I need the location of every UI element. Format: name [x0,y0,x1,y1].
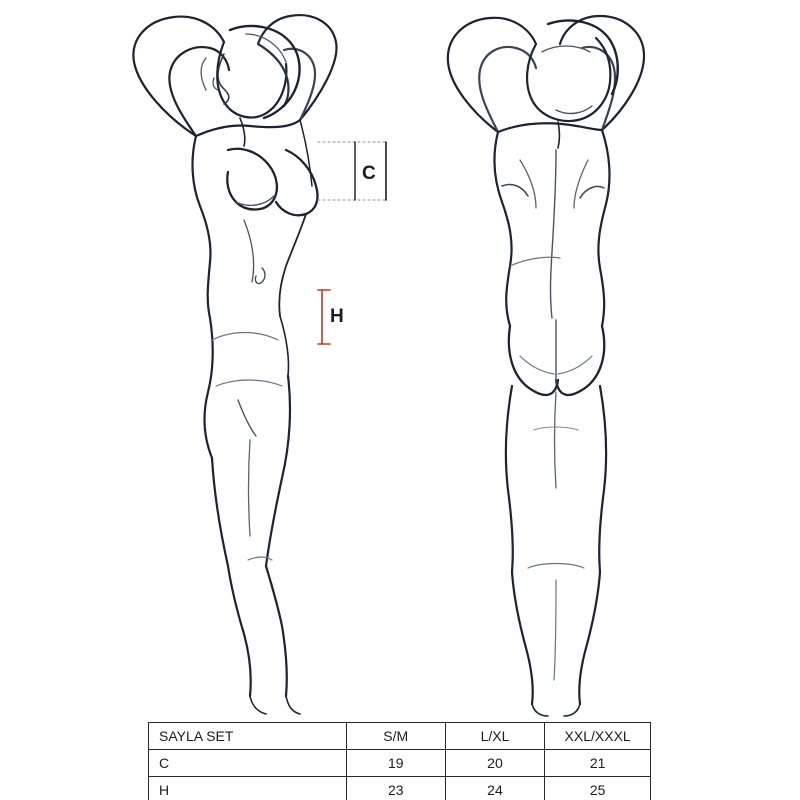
back-view-figure [448,16,644,716]
cell-h-lxl: 24 [445,777,545,800]
size-table [148,722,651,800]
table-header-row [149,723,651,750]
table-header-sm: S/M [346,723,445,750]
table-row [149,750,651,777]
row-label-h: H [149,777,347,800]
table-header-name: SAYLA SET [149,723,347,750]
hips-measure-label: H [330,306,345,327]
chest-measure-guide [318,142,388,200]
chest-measure-label: C [362,163,377,184]
table-row [149,777,651,800]
cell-h-xxl: 25 [545,777,651,800]
row-label-c: C [149,750,347,777]
hips-measure-guide [318,290,330,344]
front-view-figure [133,15,336,714]
cell-c-lxl: 20 [445,750,545,777]
cell-c-sm: 19 [346,750,445,777]
cell-h-sm: 23 [346,777,445,800]
table-header-lxl: L/XL [445,723,545,750]
cell-c-xxl: 21 [545,750,651,777]
table-header-xxl: XXL/XXXL [545,723,651,750]
